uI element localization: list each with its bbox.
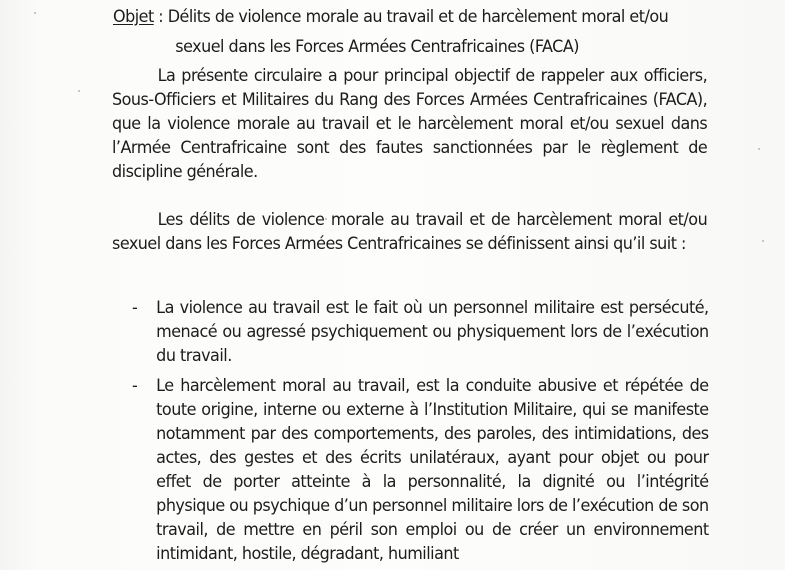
scan-speck xyxy=(78,90,80,92)
scan-speck xyxy=(762,240,764,242)
list-item xyxy=(132,374,709,566)
subject-line-2: sexuel dans les Forces Armées Centrafricaines (FACA) xyxy=(175,37,579,57)
definitions-list xyxy=(132,296,709,566)
subject-separator: : xyxy=(153,7,168,27)
paragraph-definitions: Les délits de violence morale au travail et de harcèlement moral et/ou sexuel dans les Forces Armées Centrafricaines se définissent ainsi qu’il suit : xyxy=(112,210,708,254)
paragraph-intro: La présente circulaire a pour principal objectif de rappeler aux officiers, Sous-Officiers et Militaires du Rang des Forces Armées Centrafricaines (FACA), que la violence morale au travail et le harcèlement moral et/ou sexuel dans l’Armée Centrafricaine sont des fautes sanctionnées par le règlement de discipline générale. xyxy=(112,66,708,182)
dash-bullet-icon: - xyxy=(132,298,138,318)
subject-line-1: Délits de violence morale au travail et de harcèlement moral et/ou xyxy=(167,7,669,27)
dash-bullet-icon: - xyxy=(132,376,138,396)
subject-heading xyxy=(113,5,708,59)
scan-speck xyxy=(34,12,36,14)
list-item-text: La violence au travail est le fait où un personnel militaire est persécuté, menacé ou agressé psychiquement ou physiquement lors de l’exécution du travail. xyxy=(156,298,709,366)
list-item xyxy=(132,296,709,368)
list-item-text: Le harcèlement moral au travail, est la conduite abusive et répétée de toute origine, interne ou externe à l’Institution Militaire, qui se manifeste notamment par des comportements, des paroles, des intimidations, des actes, des gestes et des écrits unilatéraux, ayant pour objet ou pour effet de porter atteinte à la personnalité, la dignité ou l’intégrité physique ou psychique d’un personnel militaire lors de l’exécution de son travail, de mettre en péril son emploi ou de créer un environnement intimidant, hostile, dégradant, humiliant xyxy=(156,376,709,564)
subject-label: Objet xyxy=(113,7,154,27)
scan-speck xyxy=(758,148,760,150)
